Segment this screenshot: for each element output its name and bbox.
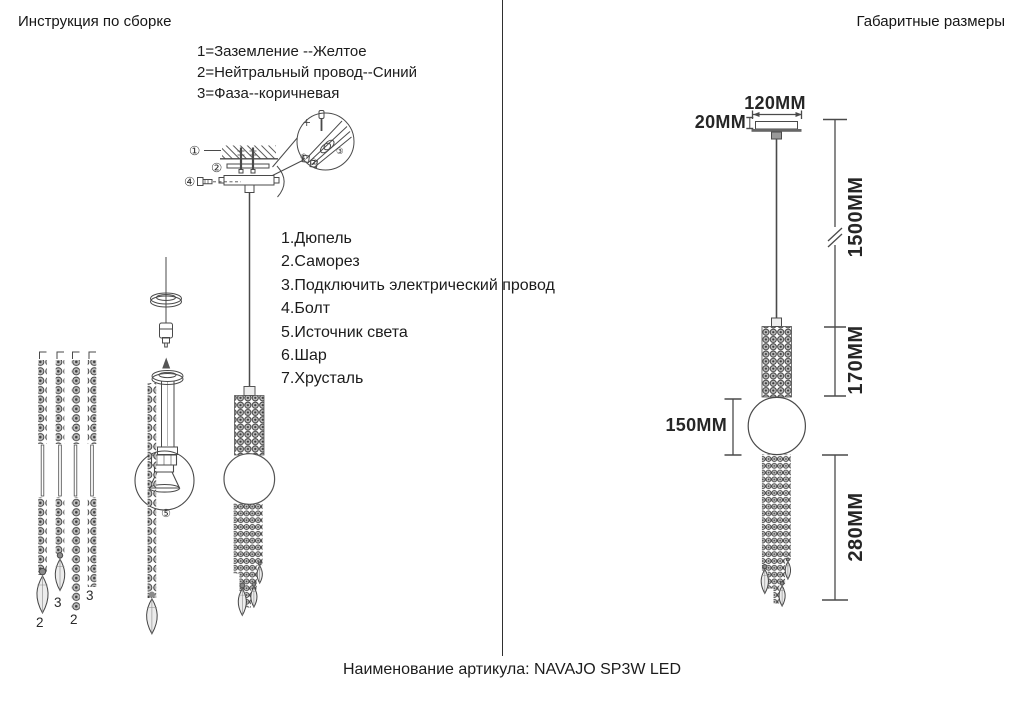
ceiling-mount-drawing xyxy=(198,146,285,388)
chain-label: 3 xyxy=(86,588,94,603)
parts-list-item: 7.Хрусталь xyxy=(281,370,364,388)
article-name-caption: Наименование артикула: NAVAJO SP3W LED xyxy=(342,661,682,678)
socket-detail-circle xyxy=(135,451,194,510)
wiring-legend-line: 1=Заземление --Желтое xyxy=(197,43,367,60)
chain-label: 2 xyxy=(70,612,78,627)
parts-list-item: 3.Подключить электрический провод xyxy=(281,276,555,294)
wiring-legend xyxy=(197,41,417,104)
bead-chain xyxy=(88,352,97,587)
parts-list-item: 5.Источник света xyxy=(281,323,408,341)
callout-light-source-number: ⑤ xyxy=(161,507,171,520)
dimension-canopy-thickness: 20MM xyxy=(694,112,746,132)
callout-screw-number: ② xyxy=(211,160,223,175)
callout-wire-neutral-number: ② xyxy=(310,158,318,168)
parts-list-item: 1.Дюпель xyxy=(281,230,352,247)
assembled-lamp-drawing xyxy=(224,387,275,616)
parts-list-item: 6.Шар xyxy=(281,347,327,365)
dimension-top-crystal-section: 170MM xyxy=(844,325,867,395)
callout-dowel-number: ① xyxy=(189,143,201,158)
dimension-canopy-width: 120MM xyxy=(744,93,806,113)
parts-list-item: 4.Болт xyxy=(281,300,331,318)
dimension-bottom-crystal-section: 280MM xyxy=(844,492,867,562)
callout-wire-ground-number: ① xyxy=(300,153,308,163)
wiring-legend-line: 2=Нейтральный провод--Синий xyxy=(197,64,418,81)
bead-chain xyxy=(55,352,64,591)
right-section-title: Габаритные размеры xyxy=(856,13,1005,30)
callout-wire-phase-number: ③ xyxy=(336,147,344,157)
callout-bolt-number: ④ xyxy=(184,174,196,189)
wiring-legend-line: 3=Фаза--коричневая xyxy=(197,85,340,102)
long-bead-chain-drawing xyxy=(147,383,158,634)
left-section-title: Инструкция по сборке xyxy=(18,13,172,30)
dimensioned-lamp-drawing xyxy=(748,122,805,607)
chain-label: 3 xyxy=(54,595,62,610)
bead-chain xyxy=(71,352,80,611)
chain-label: 2 xyxy=(36,615,44,630)
dimension-cable-length: 1500MM xyxy=(844,176,867,258)
dimension-sphere-diameter: 150MM xyxy=(665,415,727,435)
bead-chains-drawing xyxy=(37,352,96,613)
parts-list xyxy=(281,227,555,391)
parts-list-item: 2.Саморез xyxy=(281,253,360,271)
bead-chain xyxy=(37,352,48,613)
